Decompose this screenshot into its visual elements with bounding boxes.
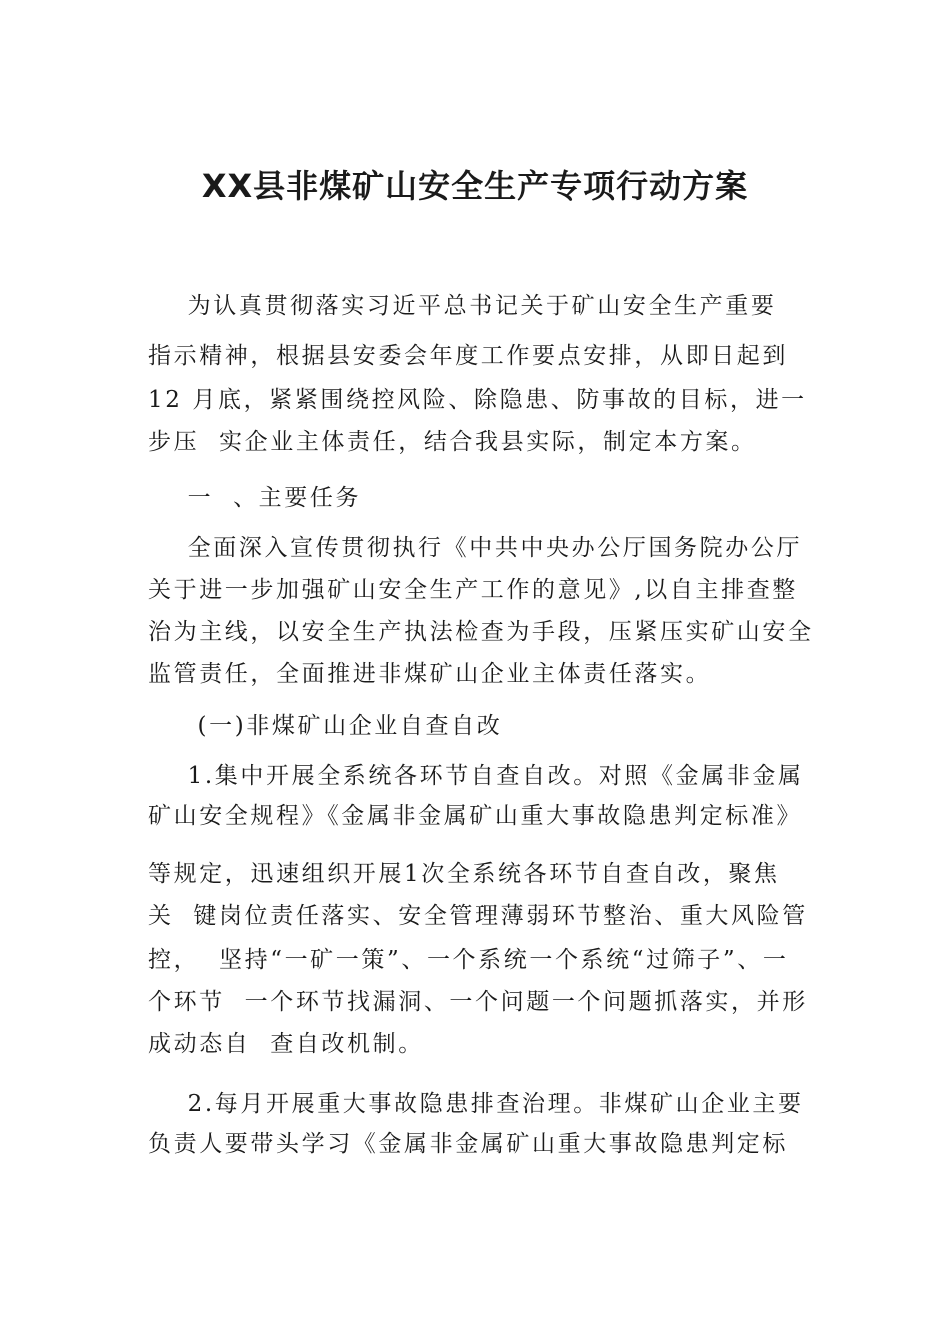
paragraph-line: 2.每月开展重大事故隐患排查治理。非煤矿山企业主要 [148,1091,804,1117]
paragraph-line: 矿山安全规程》《金属非金属矿山重大事故隐患判定标准》 [148,803,803,829]
subsection-heading: (一)非煤矿山企业自查自改 [148,713,503,739]
paragraph-line: 成动态自 查自改机制。 [148,1031,424,1057]
paragraph-line: 为认真贯彻落实习近平总书记关于矿山安全生产重要 [148,293,777,319]
paragraph-line: 指示精神，根据县安委会年度工作要点安排，从即日起到 [148,343,788,369]
paragraph-line: 全面深入宣传贯彻执行《中共中央办公厅国务院办公厅 [148,535,803,561]
paragraph-line: 监管责任，全面推进非煤矿山企业主体责任落实。 [148,661,712,687]
paragraph-line: 1.集中开展全系统各环节自查自改。对照《金属非金属 [148,763,804,789]
paragraph-line: 关于进一步加强矿山安全生产工作的意见》,以自主排查整 [148,577,798,603]
paragraph-line: 个环节 一个环节找漏洞、一个问题一个问题抓落实，并形 [148,989,808,1015]
paragraph-line: 步压 实企业主体责任，结合我县实际，制定本方案。 [148,429,757,455]
paragraph-line: 控， 坚持“一矿一策”、一个系统一个系统“过筛子”、一 [148,947,789,973]
paragraph-line: 治为主线，以安全生产执法检查为手段，压紧压实矿山安全 [148,619,814,645]
paragraph-line: 关 键岗位责任落实、安全管理薄弱环节整治、重大风险管 [148,903,808,929]
document-title: XX县非煤矿山安全生产专项行动方案 [201,167,749,205]
paragraph-line: 12 月底，紧紧围绕控风险、除隐患、防事故的目标，进一 [148,387,807,413]
paragraph-line: 负责人要带头学习《金属非金属矿山重大事故隐患判定标 [148,1131,788,1157]
section-heading: 一 、主要任务 [148,485,362,511]
paragraph-line: 等规定，迅速组织开展1次全系统各环节自查自改，聚焦 [148,861,780,887]
